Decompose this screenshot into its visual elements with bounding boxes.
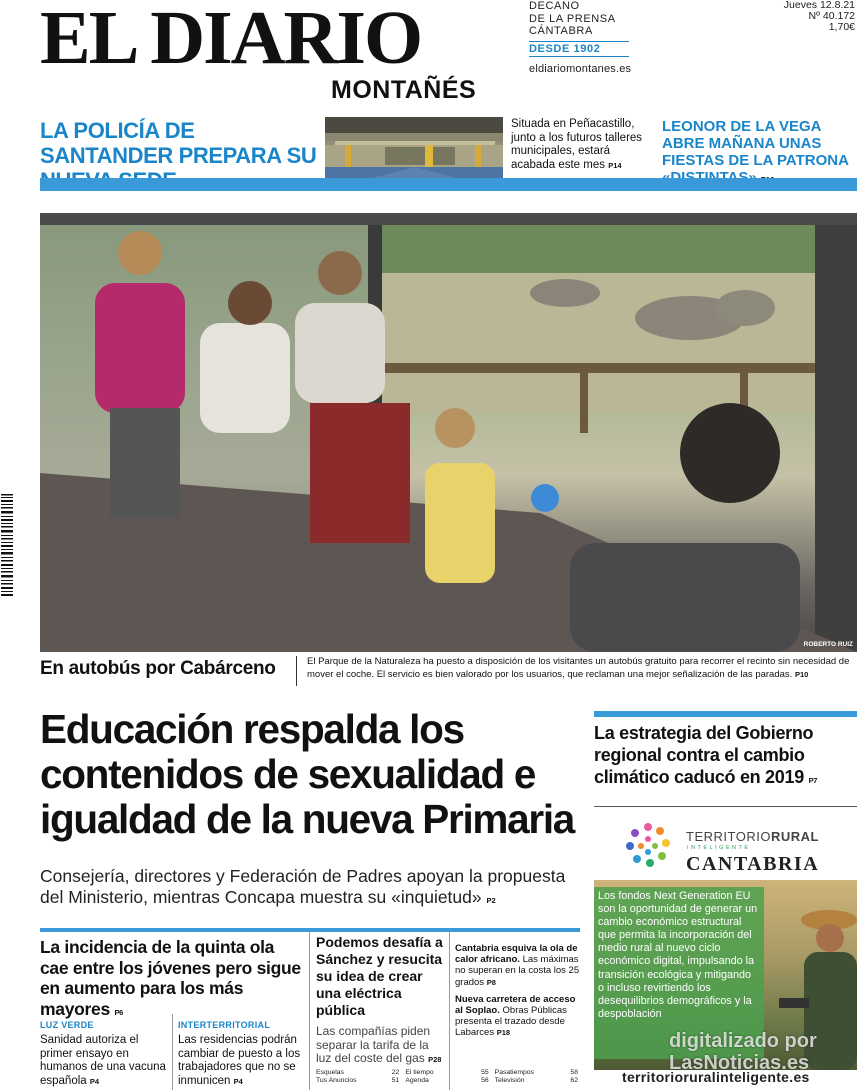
climate-strategy-page: P7 [808, 776, 818, 785]
brief-heat-body: Las máximas no superan en la costa los 25 grados [455, 954, 580, 988]
index-item[interactable]: Esquelas 22 [316, 1069, 400, 1076]
ad-url[interactable]: territorioruralinteligente.es [622, 1069, 810, 1085]
index-item[interactable]: Agenda 56 [405, 1077, 489, 1084]
story-covid-headline: La incidencia de la quinta ola cae entre los jóvenes pero sigue en aumento para los más mayores [40, 937, 301, 1019]
caption-body: El Parque de la Naturaleza ha puesto a disposición de los visitantes un autobús gratuito para recorrer el recinto sin necesidad de mover el coche. El servicio es bien valorado por los usuarios, que reclaman una mejor señalización de las paradas. [307, 656, 850, 680]
photo-caption-text [307, 656, 857, 681]
issue-date: Jueves 12.8.21 [783, 0, 855, 11]
story-vaccine-kicker: LUZ VERDE [40, 1020, 94, 1030]
index-item[interactable]: Tus Anuncios 51 [316, 1077, 400, 1084]
story-residences-page: P4 [233, 1076, 243, 1086]
tagline-line-2: DE LA PRENSA [529, 12, 616, 25]
lead-page: P2 [486, 896, 496, 905]
lead-subhead [40, 866, 585, 911]
caption-page: P10 [794, 669, 809, 679]
section-index [316, 1069, 584, 1085]
brief-road-page: P18 [496, 1028, 511, 1038]
teaser-police-headline[interactable]: LA POLICÍA DE SANTANDER PREPARA SU [40, 118, 317, 168]
ad-brand: TERRITORIORURAL [686, 829, 819, 844]
story-residences-text: Las residencias podrán cambiar de puesto a los trabajadores que no se inmunicen [178, 1034, 301, 1087]
teaser-police-body: Situada en Peñacastillo, junto a los futuros talleres municipales, estará acabada este mes [511, 118, 643, 171]
lead-subhead-text: Consejería, directores y Federación de Padres apoyan la propuesta del Ministerio, mientras Concapa muestra su «inquietud» [40, 866, 566, 907]
brief-heat-headline: Cantabria esquiva la ola de calor africano. [455, 943, 578, 966]
story-podemos-body [316, 1025, 444, 1067]
brief-road[interactable] [455, 994, 583, 1039]
brief-heat[interactable] [455, 943, 583, 988]
story-residences[interactable] [178, 1019, 306, 1088]
brief-heat-page: P8 [486, 977, 496, 987]
story-vaccine-page: P4 [89, 1076, 100, 1086]
digitalized-watermark: digitalizado por LasNoticias.es [669, 1030, 817, 1074]
lead-headline[interactable]: Educación respalda los contenidos de sexualidad e igualdad de la nueva Primaria [40, 706, 575, 842]
story-vaccine-text: Sanidad autoriza el primer ensayo en humanos de una vacuna española [40, 1034, 166, 1087]
section-rule [40, 928, 580, 932]
bus-interior-image [40, 213, 857, 652]
advertisement-territorio-rural[interactable] [594, 812, 857, 1090]
story-covid-wave[interactable] [40, 937, 305, 1023]
brief-road-body: Obras Públicas presenta el trazado desde Labarces [455, 1005, 567, 1039]
tagline-line-3: CÁNTABRA [529, 25, 593, 37]
ad-brand-region: CANTABRIA [686, 853, 820, 875]
column-divider [449, 932, 450, 1090]
teaser-police-page: P14 [608, 160, 622, 170]
since-badge: DESDE 1902 [529, 41, 629, 58]
index-item[interactable]: El tiempo 55 [405, 1069, 489, 1076]
story-podemos[interactable] [316, 934, 444, 1067]
story-residences-kicker: INTERTERRITORIAL [178, 1020, 271, 1030]
territorio-rural-logo-icon [622, 819, 674, 871]
ad-brand-sub: INTELIGENTE [687, 845, 751, 851]
barcode-icon [0, 492, 18, 598]
photo-credit: ROBERTO RUIZ [803, 641, 853, 648]
index-item[interactable]: Televisión 62 [494, 1077, 578, 1084]
website-link[interactable]: eldiariomontanes.es [529, 63, 632, 75]
climate-strategy-text: La estrategia del Gobierno regional contra el cambio climático caducó en 2019 [594, 723, 814, 787]
masthead-tagline [529, 0, 631, 76]
story-podemos-text: Las compañías piden separar la tarifa de la luz del coste del gas [316, 1024, 431, 1065]
teaser-leonor-text: LEONOR DE LA VEGA ABRE MAÑANA UNAS FIESTAS DE LA PATRONA [662, 118, 849, 169]
newspaper-title: EL DIARIO [40, 0, 422, 80]
caption-divider [296, 656, 297, 686]
issue-price: 1,70€ [828, 21, 855, 33]
tagline-line-1: DECANO [529, 0, 580, 12]
story-vaccine[interactable] [40, 1019, 168, 1088]
brief-road-headline: Nueva carretera de acceso al Soplao. [455, 993, 576, 1017]
climate-strategy-headline[interactable] [594, 722, 857, 792]
right-column-rule [594, 806, 857, 807]
story-briefs[interactable] [455, 943, 583, 1039]
column-divider [172, 1014, 173, 1090]
column-divider [309, 932, 310, 1090]
teaser-bar [40, 178, 857, 191]
ad-body-text: Los fondos Next Generation EU son la oportunidad de generar un cambio económico estructural que permita la incorporación del medio rural al nuevo ciclo económico digital, impulsando la transición ecológica y mitigando o incluso revirtiendo los desequilibrios demográficos y la despoblación [594, 887, 764, 1059]
teaser-police-text [511, 118, 651, 172]
story-podemos-page: P28 [428, 1055, 442, 1064]
right-column-bar [594, 711, 857, 717]
newspaper-subtitle: MONTAÑÉS [331, 76, 477, 104]
story-podemos-headline: Podemos desafía a Sánchez y resucita su idea de crear una eléctrica pública [316, 934, 443, 1018]
index-item[interactable]: Pasatiempos 58 [494, 1069, 578, 1076]
story-covid-page: P6 [114, 1007, 124, 1017]
main-photo-bus-cabarceno[interactable] [40, 213, 857, 652]
issue-number: Nº 40.172 [808, 10, 855, 22]
photo-caption-headline[interactable]: En autobús por Cabárceno [40, 658, 276, 679]
issue-info [784, 0, 855, 33]
